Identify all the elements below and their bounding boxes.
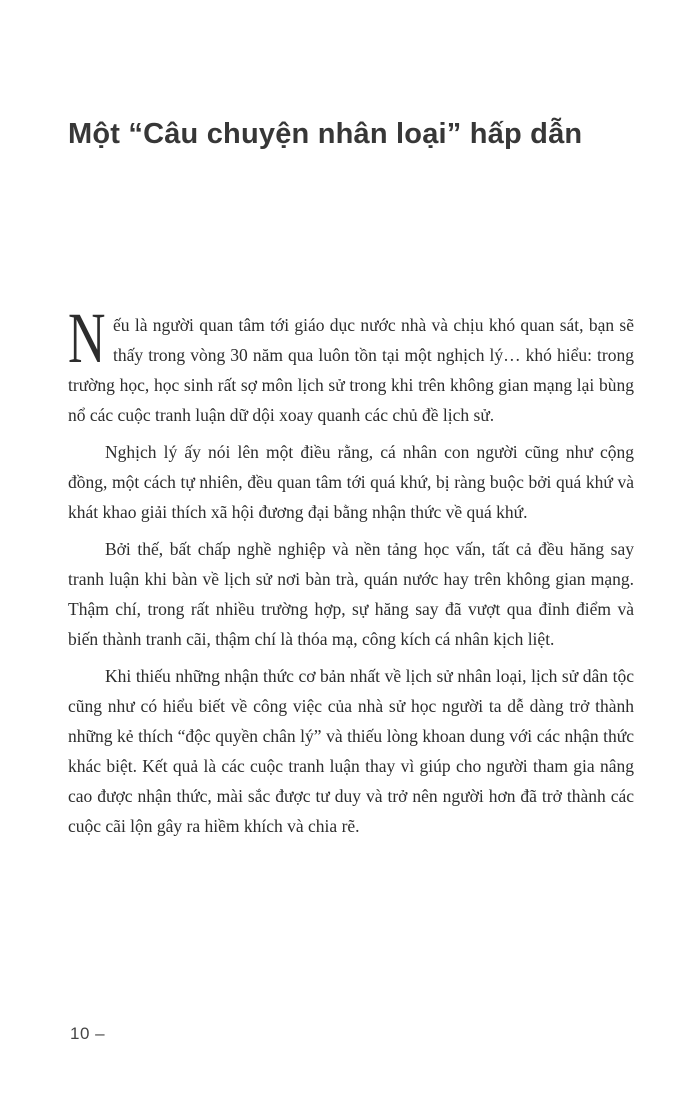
paragraph: Bởi thế, bất chấp nghề nghiệp và nền tảng học vấn, tất cả đều hăng say tranh luận khi bàn về lịch sử nơi bàn trà, quán nước hay trên không gian mạng. Thậm chí, trong rất nhiều trường hợp, sự hăng say đã vượt qua đỉnh điểm và biến thành tranh cãi, thậm chí là thóa mạ, công kích cá nhân kịch liệt. <box>68 539 634 649</box>
intro-paragraph <box>68 298 634 430</box>
paragraph: Khi thiếu những nhận thức cơ bản nhất về lịch sử nhân loại, lịch sử dân tộc cũng như có hiểu biết về công việc của nhà sử học người ta dễ dàng trở thành những kẻ thích “độc quyền chân lý” và thiếu lòng khoan dung với các nhận thức khác biệt. Kết quả là các cuộc tranh luận thay vì giúp cho người tham gia nâng cao được nhận thức, mài sắc được tư duy và trở nên người hơn đã trở thành các cuộc cãi lộn gây ra hiềm khích và chia rẽ. <box>68 666 634 836</box>
intro-paragraph-text: ếu là người quan tâm tới giáo dục nước nhà và chịu khó quan sát, bạn sẽ thấy trong vòng 30 năm qua luôn tồn tại một nghịch lý… khó hiểu: trong trường học, học sinh rất sợ môn lịch sử trong khi trên không gian mạng lại bùng nổ các cuộc tranh luận dữ dội xoay quanh các chủ đề lịch sử. <box>68 315 634 425</box>
page-number: 10 – <box>70 1024 106 1043</box>
dropcap-letter: N <box>68 298 106 378</box>
body-text <box>68 298 634 841</box>
chapter-title: Một “Câu chuyện nhân loại” hấp dẫn <box>68 118 583 151</box>
paragraph: Nghịch lý ấy nói lên một điều rằng, cá nhân con người cũng như cộng đồng, một cách tự nhiên, đều quan tâm tới quá khứ, bị ràng buộc bởi quá khứ và khát khao giải thích xã hội đương đại bằng nhận thức về quá khứ. <box>68 442 634 522</box>
